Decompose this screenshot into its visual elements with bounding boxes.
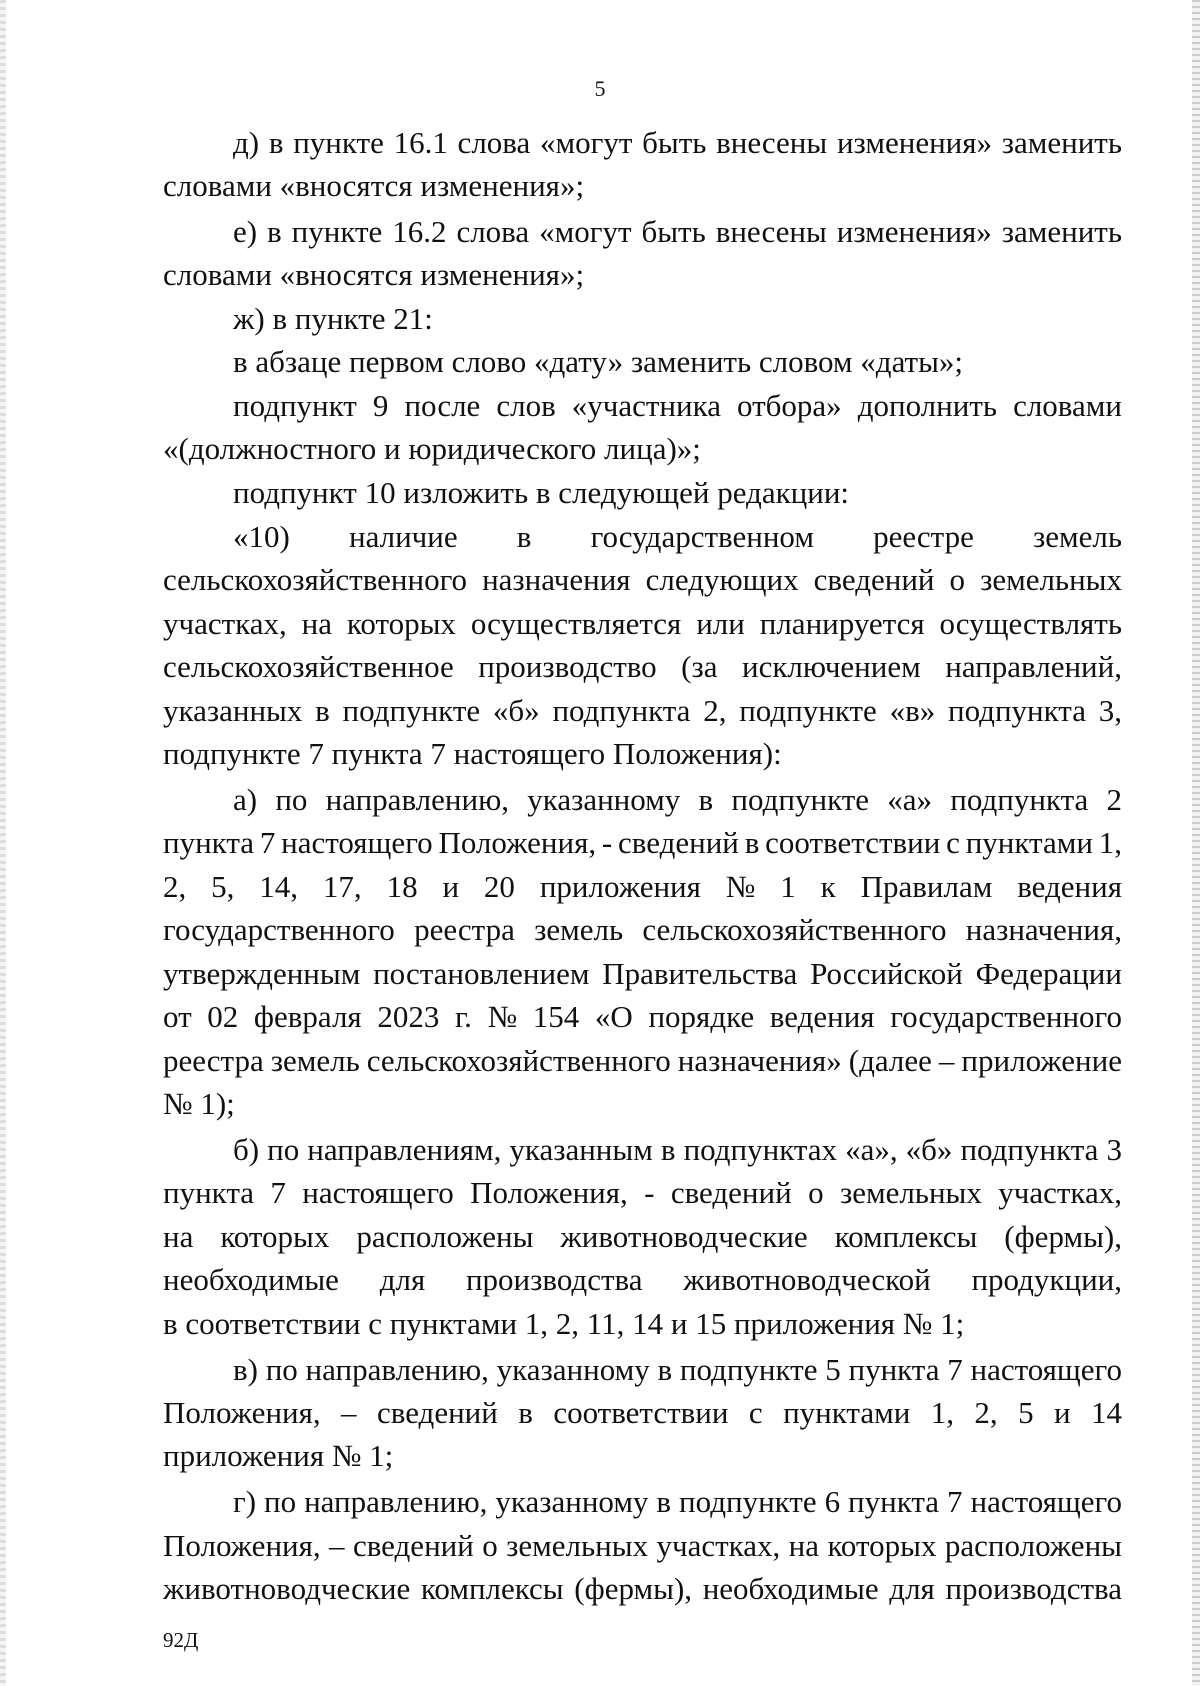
text-line: сельскохозяйственного назначения следующих сведений о земельных [163, 562, 1122, 597]
text-line: подпункте 7 пункта 7 настоящего Положения): [163, 736, 782, 771]
text-line: г) по направлению, указанному в подпункте 6 пункта 7 настоящего [233, 1484, 1122, 1519]
text-line: д) в пункте 16.1 слова «могут быть внесены изменения» заменить [233, 125, 1122, 160]
text-line: подпункт 10 изложить в следующей редакции: [233, 475, 850, 510]
text-line: в) по направлению, указанному в подпункте 5 пункта 7 настоящего [233, 1352, 1122, 1387]
text-line: животноводческие комплексы (фермы), необходимые для производства [163, 1571, 1122, 1606]
text-line: Положения, – сведений о земельных участках, на которых расположены [163, 1528, 1122, 1563]
text-line: 2, 5, 14, 17, 18 и 20 приложения № 1 к Правилам ведения [163, 869, 1122, 904]
text-line: подпункт 9 после слов «участника отбора» дополнить словами [233, 388, 1122, 423]
text-line: словами «вносятся изменения»; [163, 168, 585, 203]
text-line: «10) наличие в государственном реестре земель [233, 519, 1122, 554]
text-line: «(должностного и юридического лица)»; [163, 431, 701, 466]
text-line: государственного реестра земель сельскохозяйственного назначения, [163, 912, 1122, 947]
text-line: пункта 7 настоящего Положения, - сведений в соответствии с пунктами 1, [163, 825, 1122, 860]
text-line: в соответствии с пунктами 1, 2, 11, 14 и 15 приложения № 1; [163, 1306, 965, 1341]
scan-edge-left [0, 0, 6, 1686]
text-line: от 02 февраля 2023 г. № 154 «О порядке ведения государственного [163, 999, 1122, 1034]
text-line: участках, на которых осуществляется или планируется осуществлять [163, 606, 1122, 641]
page-number: 5 [594, 76, 606, 101]
scan-edge-right [1192, 0, 1200, 1686]
footer-code: 92Д [163, 1628, 199, 1652]
text-line: ж) в пункте 21: [233, 301, 433, 336]
text-line: б) по направлениям, указанным в подпунктах «а», «б» подпункта 3 [233, 1132, 1122, 1167]
text-line: реестра земель сельскохозяйственного назначения» (далее – приложение [163, 1043, 1122, 1078]
text-line: а) по направлению, указанному в подпункте «а» подпункта 2 [233, 782, 1122, 817]
text-line: приложения № 1; [163, 1438, 394, 1473]
text-line: утвержденным постановлением Правительства Российской Федерации [163, 956, 1122, 991]
text-line: Положения, – сведений в соответствии с пунктами 1, 2, 5 и 14 [163, 1395, 1122, 1430]
text-line: словами «вносятся изменения»; [163, 257, 585, 292]
text-line: на которых расположены животноводческие комплексы (фермы), [163, 1219, 1122, 1254]
text-line: е) в пункте 16.2 слова «могут быть внесены изменения» заменить [233, 214, 1122, 249]
text-line: сельскохозяйственное производство (за исключением направлений, [163, 649, 1122, 684]
text-line: № 1); [163, 1086, 235, 1121]
text-line: указанных в подпункте «б» подпункта 2, подпункте «в» подпункта 3, [163, 693, 1122, 728]
text-line: в абзаце первом слово «дату» заменить словом «даты»; [233, 344, 964, 379]
text-line: необходимые для производства животноводческой продукции, [163, 1262, 1122, 1297]
text-line: пункта 7 настоящего Положения, - сведений о земельных участках, [163, 1175, 1122, 1210]
